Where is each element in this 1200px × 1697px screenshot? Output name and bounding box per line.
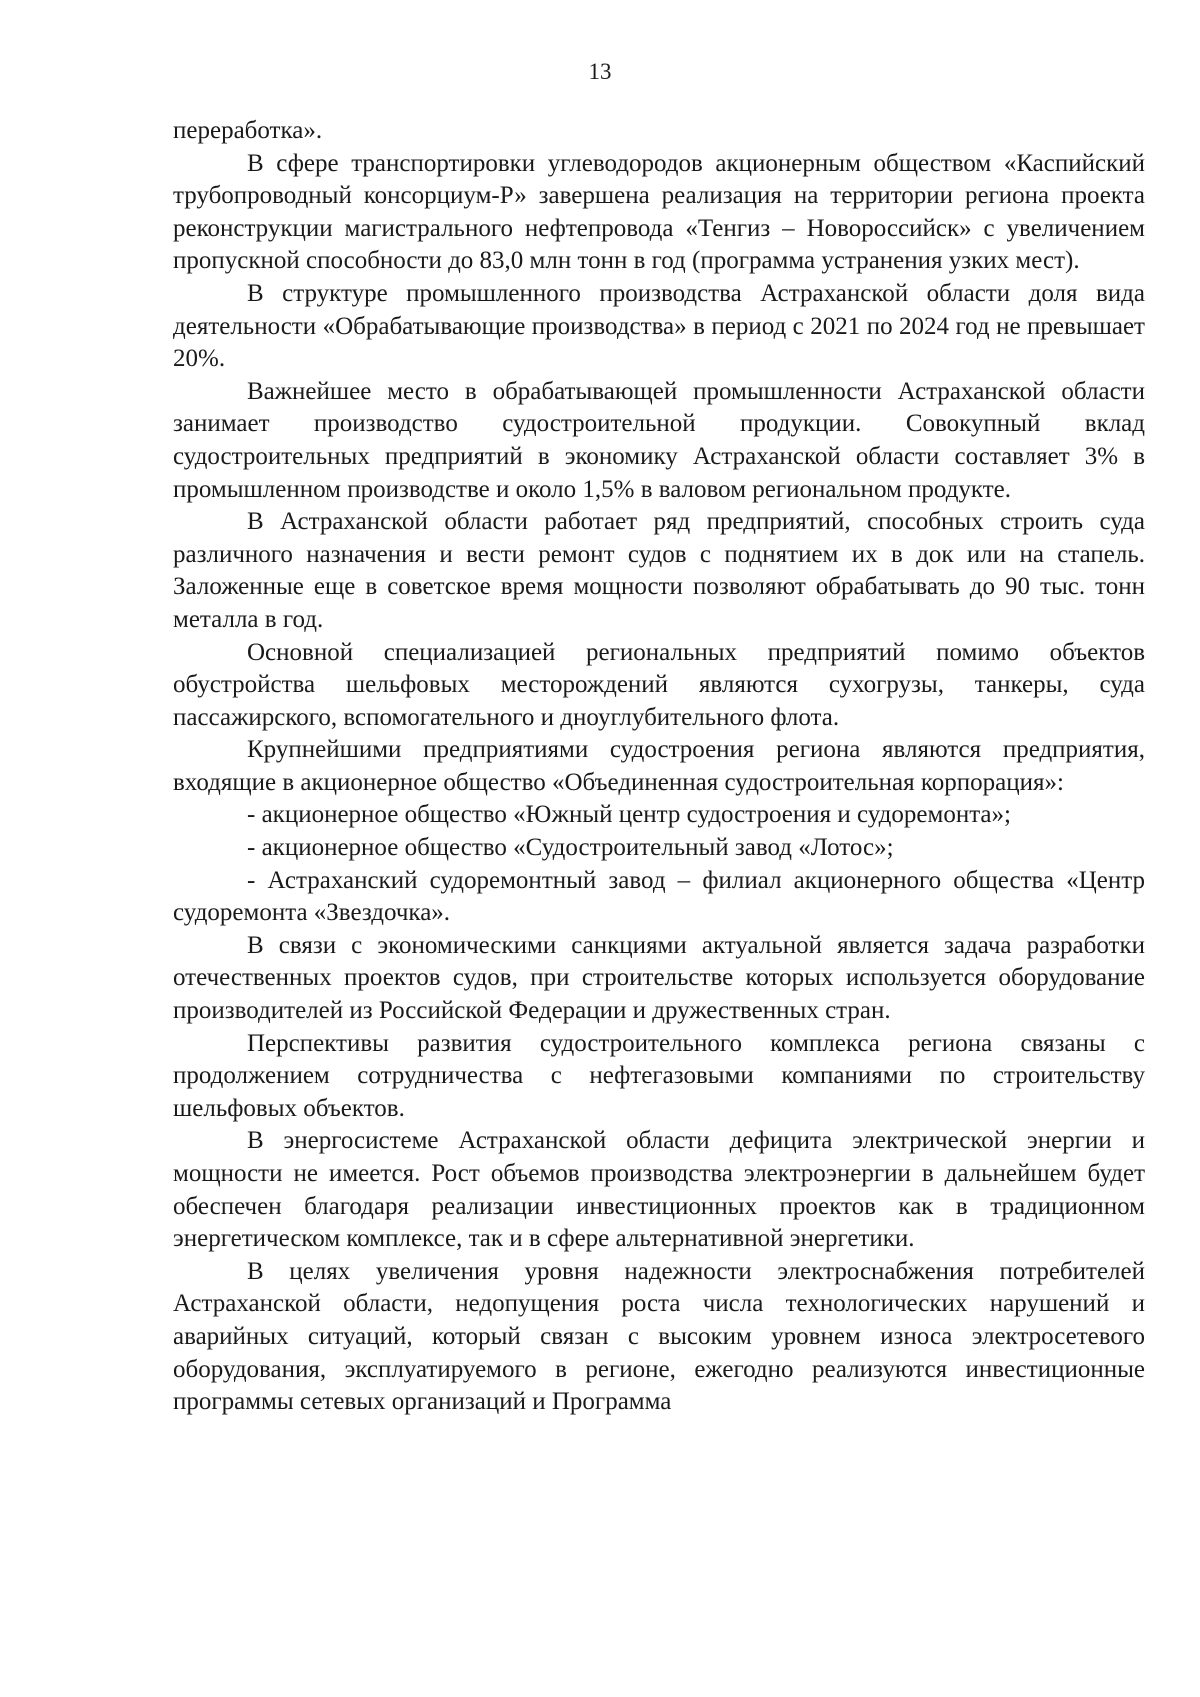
list-item-enterprise-1: - акционерное общество «Южный центр судостроения и судоремонта»; bbox=[247, 801, 1011, 829]
paragraph-pipeline-transport: В сфере транспортировки углеводородов акционерным обществом «Каспийский трубопроводный консорциум-Р» завершена реализация на территории региона проекта реконструкции магистрального нефтепровода «Тенгиз – Новороссийск» с увеличением пропускной способности до 83,0 млн тонн в год (программа устранения узких мест). bbox=[173, 149, 1145, 275]
paragraph-sanctions: В связи с экономическими санкциями актуальной является задача разработки отечественных проектов судов, при строительстве которых используется оборудование производителей из Российской Федерации и дружественных стран. bbox=[173, 931, 1145, 1025]
paragraph-shipbuilding-importance: Важнейшее место в обрабатывающей промышленности Астраханской области занимает производство судостроительной продукции. Совокупный вклад судостроительных предприятий в экономику Астраханской области составляет 3% в промышленном производстве и около 1,5% в валовом региональном продукте. bbox=[173, 377, 1145, 503]
paragraph-largest-enterprises: Крупнейшими предприятиями судостроения региона являются предприятия, входящие в акционерное общество «Объединенная судостроительная корпорация»: bbox=[173, 736, 1145, 796]
paragraph-shipbuilding-capacity: В Астраханской области работает ряд предприятий, способных строить суда различного назначения и вести ремонт судов с поднятием их в док или на стапель. Заложенные еще в советское время мощности позволяют обрабатывать до 90 тыс. тонн металла в год. bbox=[173, 508, 1145, 633]
paragraph-power-reliability: В целях увеличения уровня надежности электроснабжения потребителей Астраханской области, недопущения роста числа технологических нарушений и аварийных ситуаций, который связан с высоким уровнем износа электросетевого оборудования, эксплуатируемого в регионе, ежегодно реализуются инвестиционные программы сетевых организаций и Программа bbox=[173, 1257, 1145, 1416]
paragraph-energy-system: В энергосистеме Астраханской области дефицита электрической энергии и мощности не имеется. Рост объемов производства электроэнергии в дальнейшем будет обеспечен благодаря реализации инвестиционных проектов как в традиционном энергетическом комплексе, так и в сфере альтернативной энергетики. bbox=[173, 1127, 1145, 1253]
paragraph-continuation: переработка». bbox=[173, 117, 323, 144]
list-item-enterprise-3: - Астраханский судоремонтный завод – филиал акционерного общества «Центр судоремонта «Звездочка». bbox=[173, 866, 1145, 927]
paragraph-manufacturing-share: В структуре промышленного производства Астраханской области доля вида деятельности «Обрабатывающие производства» в период с 2021 по 2024 год не превышает 20%. bbox=[173, 279, 1145, 373]
document-body bbox=[173, 115, 1145, 1419]
paragraph-specialization: Основной специализацией региональных предприятий помимо объектов обустройства шельфовых месторождений являются сухогрузы, танкеры, суда пассажирского, вспомогательного и дноуглубительного флота. bbox=[173, 638, 1145, 731]
page-number: 13 bbox=[588, 59, 612, 84]
list-item-enterprise-2: - акционерное общество «Судостроительный завод «Лотос»; bbox=[247, 834, 894, 862]
paragraph-prospects: Перспективы развития судостроительного комплекса региона связаны с продолжением сотрудничества с нефтегазовыми компаниями по строительству шельфовых объектов. bbox=[173, 1029, 1145, 1122]
